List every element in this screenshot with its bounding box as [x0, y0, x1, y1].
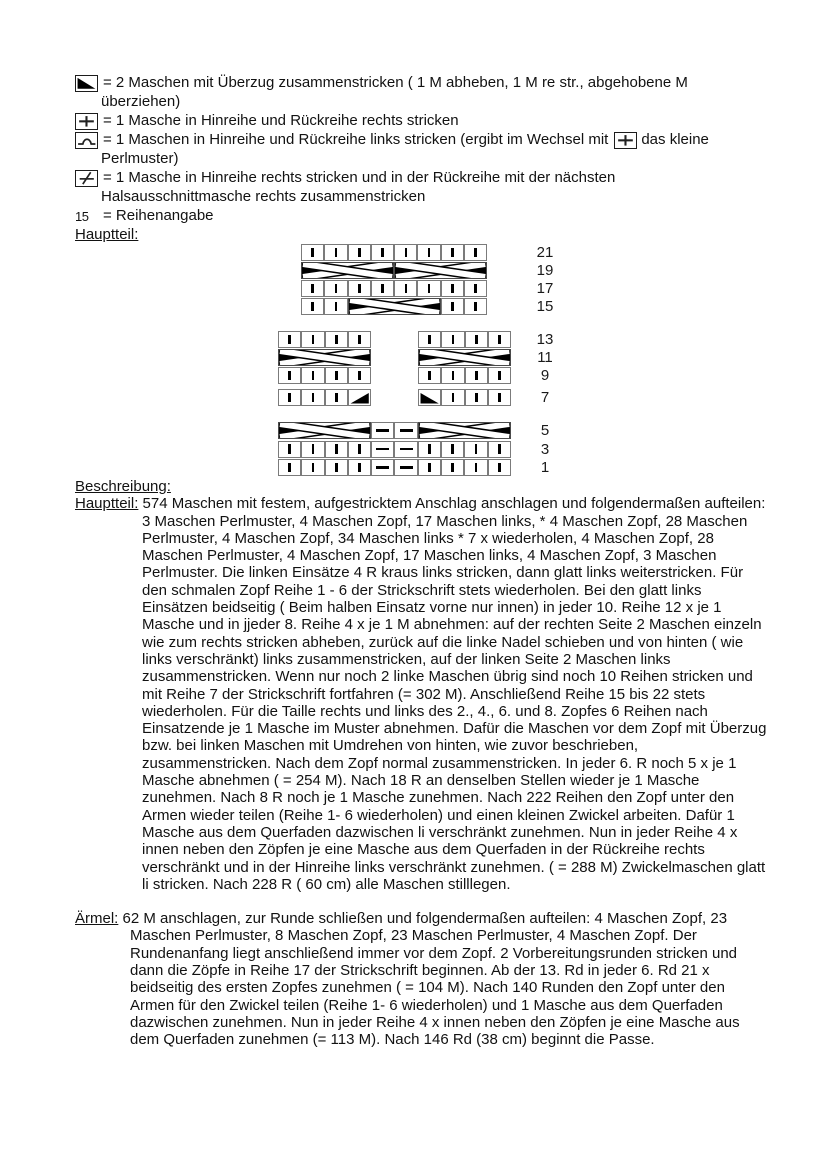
knit-cell [464, 298, 487, 315]
chart-row-label: 21 [536, 244, 554, 261]
knit-stitch-mark [475, 463, 478, 473]
cable-cross-symbol [301, 262, 394, 279]
knit-cell [488, 389, 511, 406]
knit-stitch-mark [312, 335, 315, 345]
knit-cell [418, 367, 441, 384]
knit-stitch-mark [311, 284, 314, 294]
knit-stitch-mark [335, 444, 338, 454]
knit-cell [465, 367, 488, 384]
knit-cell [488, 441, 511, 458]
chart-row-segment [278, 389, 371, 406]
chart-row-label: 17 [536, 280, 554, 297]
chart-row-label: 9 [540, 367, 550, 384]
knit-cell [441, 389, 464, 406]
knit-stitch-mark [498, 335, 501, 345]
knit-stitch-mark [428, 444, 431, 454]
knit-stitch-mark [498, 463, 501, 473]
chart-row-segment [278, 441, 511, 458]
knit-cell [465, 331, 488, 348]
cable-cross-symbol [418, 349, 511, 366]
knit-cell [325, 441, 348, 458]
knit-cell [324, 280, 347, 297]
chart-row-segment [418, 367, 511, 384]
knit-stitch-mark [428, 371, 431, 381]
knit-stitch-mark [358, 335, 361, 345]
chart-row-label: 7 [540, 389, 550, 406]
legend-text: das kleine [641, 131, 709, 148]
knit-stitch-mark [358, 284, 361, 294]
knit-cell [394, 280, 417, 297]
knit-cell [348, 244, 371, 261]
knit-stitch-mark [358, 444, 361, 454]
knit-cell [441, 367, 464, 384]
knit-cell [464, 244, 487, 261]
knit-stitch-mark [452, 393, 455, 403]
decrease-left-cell [418, 389, 441, 406]
chart-row-label: 19 [536, 262, 554, 279]
knit-stitch-mark [335, 463, 338, 473]
knit-stitch-mark [405, 284, 408, 294]
description-paragraph: Ärmel: 62 M anschlagen, zur Runde schließen und folgendermaßen aufteilen: 4 Maschen Zopf, 23 Maschen Perlmuster, 8 Maschen Zopf, 23 Maschen Perlmuster, 4 Maschen Zopf. Der Rundenanfang liegt anschließend immer vor dem Zopf. 2 Vorbereitungsrunden stricken und dann die Zöpfe in Reihe 17 der Strickschrift beginnen. Ab der 13. Rd in jeder 6. Rd 21 x beidseitig des ersten Zopfes zunehmen ( = 104 M). Nach 140 Runden den Zopf unter den Armen für den Zwickel teilen (Reihe 1- 6 wiederholen) und 1 Masche aus dem Querfaden dazwischen zunehmen. Nun in jeder Reihe 4 x innen neben den Zöpfen je eine Masche aus dem Querfaden zunehmen (= 113 M). Nach 146 Rd (38 cm) beginnt die Passe. [75, 910, 740, 1049]
paragraph-label: Ärmel: [75, 910, 119, 928]
knit-stitch-mark [335, 371, 338, 381]
description-heading: Beschreibung: [75, 478, 171, 495]
knit-cell [371, 244, 394, 261]
knit-cell [301, 298, 324, 315]
knit-stitch-mark [381, 284, 384, 294]
purl-cell [394, 459, 417, 476]
knit-cell [464, 441, 487, 458]
knit-stitch-mark [381, 248, 384, 258]
knit-cell [301, 367, 324, 384]
knit-cell [371, 280, 394, 297]
knit-stitch-mark [451, 463, 454, 473]
chart-row-segment [301, 244, 487, 261]
knit-cell [278, 459, 301, 476]
knit-cell [488, 367, 511, 384]
knit-stitch-mark [335, 302, 338, 312]
knit-stitch-mark [474, 302, 477, 312]
legend-text: = Reihenangabe [103, 207, 214, 224]
chart-row-label: 15 [536, 298, 554, 315]
knit-stitch-mark [475, 444, 478, 454]
knit-stitch-mark [311, 302, 314, 312]
knit-cell [301, 389, 324, 406]
cable-cross-symbol [394, 262, 487, 279]
knit-cell [301, 331, 324, 348]
knit-cell [488, 331, 511, 348]
knit-stitch-mark [451, 302, 454, 312]
knit-stitch-mark [288, 463, 291, 473]
knit-stitch-mark [428, 248, 431, 258]
legend-text: Perlmuster) [101, 150, 179, 167]
knit-stitch-mark [335, 248, 338, 258]
legend-text: überziehen) [101, 93, 181, 110]
knit-cell [278, 441, 301, 458]
knit-stitch-mark [451, 248, 454, 258]
knit-stitch-mark [475, 371, 478, 381]
chart-row-segment [418, 331, 511, 348]
chart-row-segment [301, 298, 487, 315]
purl-stitch-mark [376, 466, 389, 469]
chart-row-label: 3 [540, 440, 550, 458]
knit-stitch-mark [451, 444, 454, 454]
cable-cross-symbol [348, 298, 441, 315]
cable-cross-symbol [278, 422, 371, 439]
knit-stitch-mark [498, 444, 501, 454]
legend-text: = 2 Maschen mit Überzug zusammenstricken ( 1 M abheben, 1 M re str., abgehobene M [103, 74, 688, 91]
knit-stitch-mark [451, 284, 454, 294]
knit-cell [418, 441, 441, 458]
knit-cell [301, 441, 324, 458]
chart-row-segment [278, 422, 511, 439]
knit-stitch-mark [335, 284, 338, 294]
knit-stitch-mark [428, 335, 431, 345]
knit-stitch-mark [312, 371, 315, 381]
knit-stitch-mark [475, 335, 478, 345]
knit-stitch-mark [474, 284, 477, 294]
purl-cell [371, 441, 394, 458]
knit-stitch-mark [358, 463, 361, 473]
knit-cell [325, 459, 348, 476]
chart-row-segment [278, 331, 371, 348]
knit-stitch-mark [335, 335, 338, 345]
knit-cell [441, 244, 464, 261]
knit-stitch-mark [452, 371, 455, 381]
knit-cell [464, 280, 487, 297]
knit-stitch-mark [358, 248, 361, 258]
knit-cell [488, 459, 511, 476]
description-paragraph: Hauptteil: 574 Maschen mit festem, aufgestricktem Anschlag anschlagen und folgendermaßen aufteilen: 3 Maschen Perlmuster, 4 Maschen Zopf, 17 Maschen links, * 4 Maschen Zopf, 28 Maschen Perlmuster, 4 Maschen Zopf, 34 Maschen links * 7 x wiederholen, 4 Maschen Zopf, 28 Maschen Perlmuster, 4 Maschen Zopf, 17 Maschen links, 4 Maschen Zopf, 3 Maschen Perlmuster. Die linken Einsätze 4 R kraus links stricken, dann glatt links weiterstricken. Für den schmalen Zopf Reihe 1 - 6 der Strickschrift stets wiederholen. Bei den glatt links Einsätzen beidseitig ( Beim halben Einsatz vorne nur innen) in jeder 10. Reihe 12 x je 1 Masche und in jjeder 8. Reihe 4 x je 1 M abnehmen: auf der rechten Seite 2 Maschen einzeln wie zum rechts stricken abheben, zurück auf die linke Nadel schieben und von hinten ( wie links verschränkt) links zusammenstricken, auf der linken Seite 2 Maschen links zusammenstricken. Wenn nur noch 2 linke Maschen übrig sind noch 10 Reihen stricken und mit Reihe 7 der Strickschrift fortfahren (= 302 M). Anschließend Reihe 15 bis 22 stets wiederholen. Für die Taille rechts und links des 2., 4., 6. und 8. Zopfes 6 Reihen nach Einsatzende je 1 Masche im Muster abnehmen. Dafür die Maschen vor dem Zopf mit Überzug bzw. bei linken Maschen mit Umdrehen von hinten, wie zuvor beschrieben, zusammenstricken. Nach dem Zopf normal zusammenstricken. In jeder 6. R noch 5 x je 1 Masche abnehmen ( = 254 M). Nach 18 R an denselben Stellen wieder je 1 Masche zunehmen. Nach 8 R noch je 1 Masche zunehmen. Nach 222 Reihen den Zopf unter den Armen wieder teilen (Reihe 1- 6 wiederholen) und einen kleinen Zwickel arbeiten. Dafür 1 Masche aus dem Querfaden dazwischen li verschränkt zunehmen. Nun in jeder Reihe 4 x innen neben den Zöpfen je eine Masche aus dem Querfaden in der Rückreihe rechts verschränkt und in der Hinreihe links verschränkt zunehmen. ( = 288 M) Zwickelmaschen glatt li stricken. Nach 228 R ( 60 cm) alle Maschen stilllegen. [75, 495, 767, 893]
knit-cell [418, 331, 441, 348]
knit-cell [324, 298, 347, 315]
cable-cross-symbol [418, 422, 511, 439]
knit-cell [441, 441, 464, 458]
knit-cell [465, 389, 488, 406]
knit-stitch-mark [428, 463, 431, 473]
knit-cell [324, 244, 347, 261]
knit-stitch-mark [405, 248, 408, 258]
knit-cell [441, 459, 464, 476]
purl-cell [394, 441, 417, 458]
knit-cell [441, 331, 464, 348]
knit-cell [464, 459, 487, 476]
chart-row-segment [278, 367, 371, 384]
chart-section-title: Hauptteil: [75, 226, 139, 243]
knit-cell [325, 331, 348, 348]
knit-cell [301, 459, 324, 476]
knit-cell [441, 298, 464, 315]
chart-row-label: 11 [537, 349, 553, 366]
knit-cell [325, 367, 348, 384]
knit-stitch-mark [312, 463, 315, 473]
description [75, 478, 767, 1049]
knit-stitch-mark [312, 393, 315, 403]
knit-cell [418, 459, 441, 476]
chart-row-segment [418, 389, 511, 406]
description-paragraphs [75, 495, 767, 1048]
knit-stitch-mark [498, 393, 501, 403]
chart-row-segment [278, 459, 511, 476]
knit-stitch-mark [475, 393, 478, 403]
knit-cell [325, 389, 348, 406]
knit-cell [278, 367, 301, 384]
knit-cell [348, 280, 371, 297]
knit-cell [278, 331, 301, 348]
knit-stitch-mark [311, 248, 314, 258]
knit-cell [441, 280, 464, 297]
chart-row-segment [301, 262, 487, 279]
knit-stitch-mark [288, 371, 291, 381]
knit-stitch-mark [358, 371, 361, 381]
knit-stitch-mark [288, 393, 291, 403]
chart-row-label: 5 [540, 422, 550, 439]
knit-stitch-mark [428, 284, 431, 294]
knit-cell [348, 331, 371, 348]
knit-cell [301, 280, 324, 297]
knit-cell [417, 280, 440, 297]
chart-row-segment [278, 349, 371, 366]
legend-text: = 1 Maschen in Hinreihe und Rückreihe links stricken (ergibt im Wechsel mit [103, 131, 609, 148]
knit-stitch-mark [312, 444, 315, 454]
knit-cell [278, 389, 301, 406]
knit-stitch-mark [498, 371, 501, 381]
knit-cell [348, 441, 371, 458]
knit-stitch-mark [452, 335, 455, 345]
chart-row-segment [418, 349, 511, 366]
purl-stitch-mark [376, 448, 389, 451]
legend-text: = 1 Masche in Hinreihe rechts stricken und in der Rückreihe mit der nächsten [103, 169, 616, 186]
chart-row-label: 13 [536, 331, 554, 348]
chart-row-label: 1 [540, 459, 550, 476]
legend-text: = 1 Masche in Hinreihe und Rückreihe rechts stricken [103, 112, 459, 129]
knit-stitch-mark [474, 248, 477, 258]
chart-row-segment [301, 280, 487, 297]
purl-stitch-mark [376, 429, 389, 432]
knit-cell [348, 459, 371, 476]
knit-cell [394, 244, 417, 261]
row-number-example: 15 [75, 209, 89, 224]
knitting-chart [0, 0, 826, 500]
legend-text: Halsausschnittmasche rechts zusammenstricken [101, 188, 426, 205]
purl-cell [371, 422, 394, 439]
knit-stitch-mark [288, 335, 291, 345]
cable-cross-symbol [278, 349, 371, 366]
knit-cell [301, 244, 324, 261]
purl-cell [371, 459, 394, 476]
purl-stitch-mark [400, 448, 413, 451]
purl-stitch-mark [400, 466, 413, 469]
knit-stitch-mark [335, 393, 338, 403]
knit-stitch-mark [288, 444, 291, 454]
paragraph-label: Hauptteil: [75, 495, 139, 513]
purl-stitch-mark [400, 429, 413, 432]
purl-cell [394, 422, 417, 439]
knit-cell [348, 367, 371, 384]
knit-cell [417, 244, 440, 261]
decrease-right-cell [348, 389, 371, 406]
